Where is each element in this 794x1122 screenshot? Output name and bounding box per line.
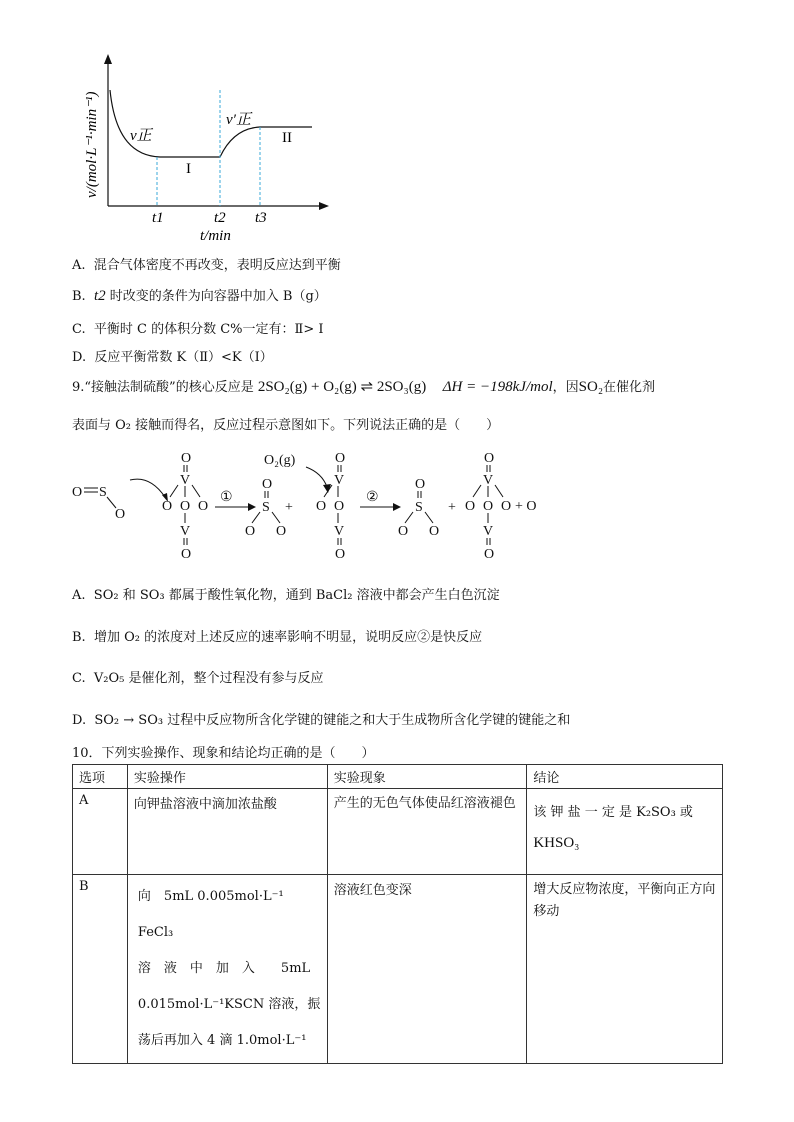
plus-oxygen: + O	[515, 499, 537, 514]
q8-option-a: A. 混合气体密度不再改变，表明反应达到平衡	[72, 258, 341, 273]
svg-text:O: O	[181, 547, 192, 562]
q8-option-b: B. t2 时改变的条件为向容器中加入 B（g）	[72, 288, 327, 304]
q8-option-d: D. 反应平衡常数 K（Ⅱ）<K（Ⅰ）	[72, 350, 273, 365]
q10-stem: 10．下列实验操作、现象和结论均正确的是（ ）	[72, 746, 375, 761]
svg-text:O: O	[115, 507, 126, 522]
header-operation: 实验操作	[127, 765, 327, 789]
row-b-phenomenon: 溶液红色变深	[327, 875, 527, 1064]
q9-option-b: B. 增加 O₂ 的浓度对上述反应的速率影响不明显，说明反应②是快反应	[72, 630, 483, 645]
svg-text:O: O	[162, 499, 173, 514]
header-conclusion: 结论	[527, 765, 723, 789]
row-b-conclusion: 增大反应物浓度，平衡向正方向移动	[527, 875, 723, 1064]
region-label-2: II	[282, 130, 292, 146]
q9-option-d: D. SO₂ → SO₃ 过程中反应物所含化学键的键能之和大于生成物所含化学键的键能之和	[72, 713, 571, 728]
q9-stem-line1: 9.“接触法制硫酸”的核心反应是 2SO₂(g) + O₂(g) ⇌ 2SO₃(g) ΔH = −198kJ/mol，因SO₂在催化剂	[72, 379, 656, 395]
table-header-row	[73, 765, 723, 789]
o2-gas-label: O₂(g)	[264, 453, 296, 468]
tick-t2: t2	[214, 210, 226, 226]
tick-t1: t1	[152, 210, 164, 226]
plus-sign-1: +	[285, 500, 293, 515]
svg-text:V: V	[180, 473, 191, 488]
table-row	[73, 789, 723, 875]
svg-text:O: O	[262, 477, 273, 492]
svg-text:O: O	[484, 547, 495, 562]
header-phenomenon: 实验现象	[327, 765, 527, 789]
svg-text:O: O	[415, 477, 426, 492]
row-a-option: A	[73, 789, 128, 875]
curve-forward-rate-prime	[220, 127, 312, 157]
svg-text:S: S	[415, 500, 423, 515]
row-a-conclusion: 该 钾 盐 一 定 是 K₂SO₃ 或 KHSO₃	[527, 789, 723, 875]
curve-label-forward-prime: v′正	[226, 112, 251, 128]
curve-label-forward: v正	[130, 128, 152, 144]
q8-option-c: C. 平衡时 C 的体积分数 C%一定有：Ⅱ> Ⅰ	[72, 322, 324, 337]
svg-text:O: O	[429, 524, 440, 539]
step-1-label: ①	[220, 490, 233, 505]
svg-text:O: O	[181, 451, 192, 466]
svg-text:V: V	[334, 524, 345, 539]
q9-option-a: A. SO₂ 和 SO₃ 都属于酸性氧化物，通到 BaCl₂ 溶液中都会产生白色沉淀	[72, 588, 500, 603]
x-axis-label: t/min	[200, 228, 231, 244]
tick-t3: t3	[255, 210, 267, 226]
row-a-operation: 向钾盐溶液中滴加浓盐酸	[127, 789, 327, 875]
experiment-table	[72, 764, 723, 1064]
header-option: 选项	[73, 765, 128, 789]
svg-text:V: V	[334, 473, 345, 488]
svg-text:V: V	[483, 524, 494, 539]
svg-text:O: O	[180, 499, 191, 514]
curve-forward-rate	[110, 90, 220, 157]
region-label-1: I	[186, 161, 191, 177]
svg-text:O: O	[198, 499, 209, 514]
svg-text:O: O	[484, 451, 495, 466]
svg-text:O: O	[335, 451, 346, 466]
row-a-phenomenon: 产生的无色气体使品红溶液褪色	[327, 789, 527, 875]
svg-text:V: V	[483, 473, 494, 488]
svg-text:V: V	[180, 524, 191, 539]
reaction-mechanism-diagram	[70, 445, 550, 575]
svg-text:S: S	[262, 500, 270, 515]
row-b-operation: 向 5mL 0.005mol·L⁻¹ FeCl₃ 溶 液 中 加 入 5mL 0.015mol·L⁻¹KSCN 溶液，振 荡后再加入 4 滴 1.0mol·L⁻¹	[127, 875, 327, 1064]
svg-text:O: O	[334, 499, 345, 514]
y-axis-label: v/(mol·L⁻¹·min⁻¹)	[84, 91, 100, 198]
svg-text:O: O	[316, 499, 327, 514]
row-b-option: B	[73, 875, 128, 1064]
rate-time-graph	[60, 50, 350, 250]
plus-sign-2: +	[448, 500, 456, 515]
svg-text:O: O	[398, 524, 409, 539]
table-row	[73, 875, 723, 1064]
q9-option-c: C. V₂O₅ 是催化剂，整个过程没有参与反应	[72, 671, 324, 686]
svg-text:O: O	[501, 499, 512, 514]
step-2-label: ②	[366, 490, 379, 505]
svg-text:O: O	[72, 485, 83, 500]
svg-text:O: O	[465, 499, 476, 514]
svg-text:O: O	[245, 524, 256, 539]
q9-stem-line2: 表面与 O₂ 接触而得名，反应过程示意图如下。下列说法正确的是（ ）	[72, 418, 500, 433]
svg-text:O: O	[335, 547, 346, 562]
svg-text:O: O	[483, 499, 494, 514]
svg-text:O: O	[276, 524, 287, 539]
svg-text:S: S	[99, 485, 107, 500]
